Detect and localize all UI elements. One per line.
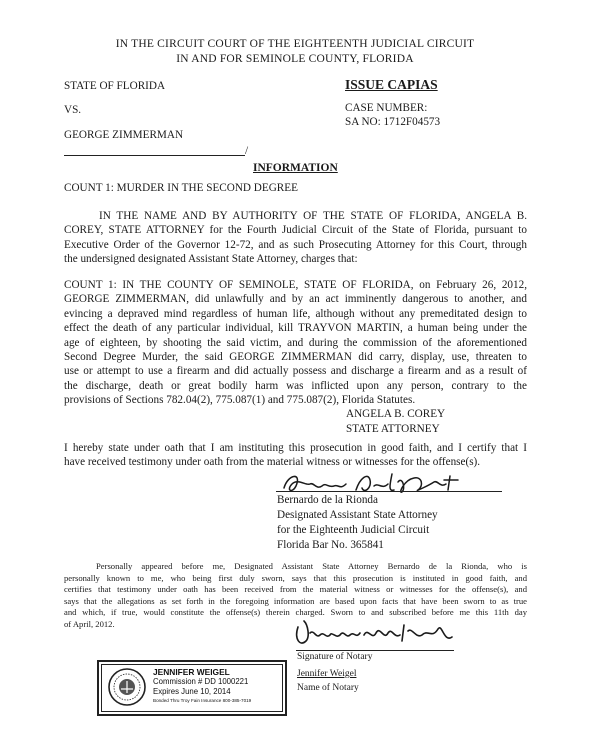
case-number: SA NO: 1712F04573 [345,116,441,128]
notary-line: Personally appeared before me, Designated Assistant State Attorney Bernardo de la Rionda, who is [96,561,527,571]
notary-line: personally known to me, who being first duly sworn, says that this prosecution is instituted in good faith, and [64,572,527,583]
notary-stamp [97,660,287,716]
notary-line: and which, if true, would constitute the offense(s) therein charged. Sworn to and subscribed before me this 11th day [64,607,527,618]
notary-line: of April, 2012. [64,618,115,629]
intro-line: Executive Order of the Governor 12-72, and as such Prosecuting Attorney for this Court, through [64,238,527,251]
count-paragraph [64,278,527,408]
count-line: Second Degree Murder, the said GEORGE ZIMMERMAN did carry, display, use, threaten to [64,351,527,364]
notary-signature-label: Signature of Notary [297,652,373,662]
notary-signature [292,617,462,653]
caption-slash: / [245,145,249,157]
court-heading-line1: IN THE CIRCUIT COURT OF THE EIGHTEENTH JUDICIAL CIRCUIT [115,38,475,50]
court-heading-line2: IN AND FOR SEMINOLE COUNTY, FLORIDA [176,53,414,65]
count-line: provisions of Sections 782.04(2), 775.087(1) and 775.087(2), Florida Statutes. [64,394,416,407]
count-line: effect the death of any particular individual, kill TRAYVON MARTIN, a human being under the [64,322,527,335]
oath-line: have received testimony under oath from the material witness or witnesses for the offense(s). [64,456,481,469]
count-line: evincing a depraved mind regardless of human life, although without any premeditated design to [64,307,527,320]
assistant-title: Designated Assistant State Attorney [277,509,438,521]
notary-seal-icon [107,667,147,707]
notary-name: Jennifer Weigel [297,669,357,679]
information-title: INFORMATION [253,162,338,174]
intro-paragraph [64,209,527,267]
notary-name-label: Name of Notary [297,683,359,693]
count-line: GEORGE ZIMMERMAN, did unlawfully and by an act imminently dangerous to another, and [64,293,527,306]
assistant-bar-number: Florida Bar No. 365841 [277,539,384,551]
count-line: age of eighteen, by shooting the said victim, and during the commission of the aforementioned [64,336,527,349]
intro-line: the undersigned designated Assistant State Attorney, charges that: [64,253,358,266]
count-line: the discharge, death or great bodily harm was inflicted upon any person, contrary to the [64,379,527,392]
notary-line: certifies that testimony under oath has been received from the material witness or witnesses for the offense(s), and [64,584,527,595]
count-heading: COUNT 1: MURDER IN THE SECOND DEGREE [64,182,298,194]
defendant-name: GEORGE ZIMMERMAN [64,129,184,141]
plaintiff-name: STATE OF FLORIDA [64,80,166,92]
count-line: use or attempt to use a firearm and did actually possess and discharge a firearm and as a result of [64,365,527,378]
intro-line: COREY, STATE ATTORNEY for the Fourth Judicial Circuit of the State of Florida, pursuant to [64,224,527,237]
oath-paragraph [64,441,527,470]
assistant-signature-line [276,491,502,492]
stamp-bonded: Bonded Thru Troy Fain Insurance 800-385-7019 [153,698,252,703]
versus-label: VS. [64,104,82,116]
state-attorney-title: STATE ATTORNEY [346,423,440,435]
stamp-name: JENNIFER WEIGEL [153,667,230,677]
stamp-commission: Commission # DD 1000221 [153,677,249,686]
case-number-label: CASE NUMBER: [345,102,428,114]
assistant-name: Bernardo de la Rionda [277,494,378,506]
caption-underline [64,155,245,156]
issue-capias-label: ISSUE CAPIAS [345,77,438,92]
stamp-expires: Expires June 10, 2014 [153,687,231,696]
notary-signature-line [296,650,454,651]
assistant-circuit: for the Eighteenth Judicial Circuit [277,524,430,536]
notary-line: says that the allegations as set forth in the foregoing information are based upon facts that have been sworn to as true [64,595,527,606]
state-attorney-name: ANGELA B. COREY [346,408,446,420]
oath-line: I hereby state under oath that I am instituting this prosecution in good faith, and I certify that I [64,442,527,454]
count-line: COUNT 1: IN THE COUNTY OF SEMINOLE, STATE OF FLORIDA, on February 26, 2012, [64,279,527,291]
intro-line: IN THE NAME AND BY AUTHORITY OF THE STATE OF FLORIDA, ANGELA B. [99,210,527,222]
